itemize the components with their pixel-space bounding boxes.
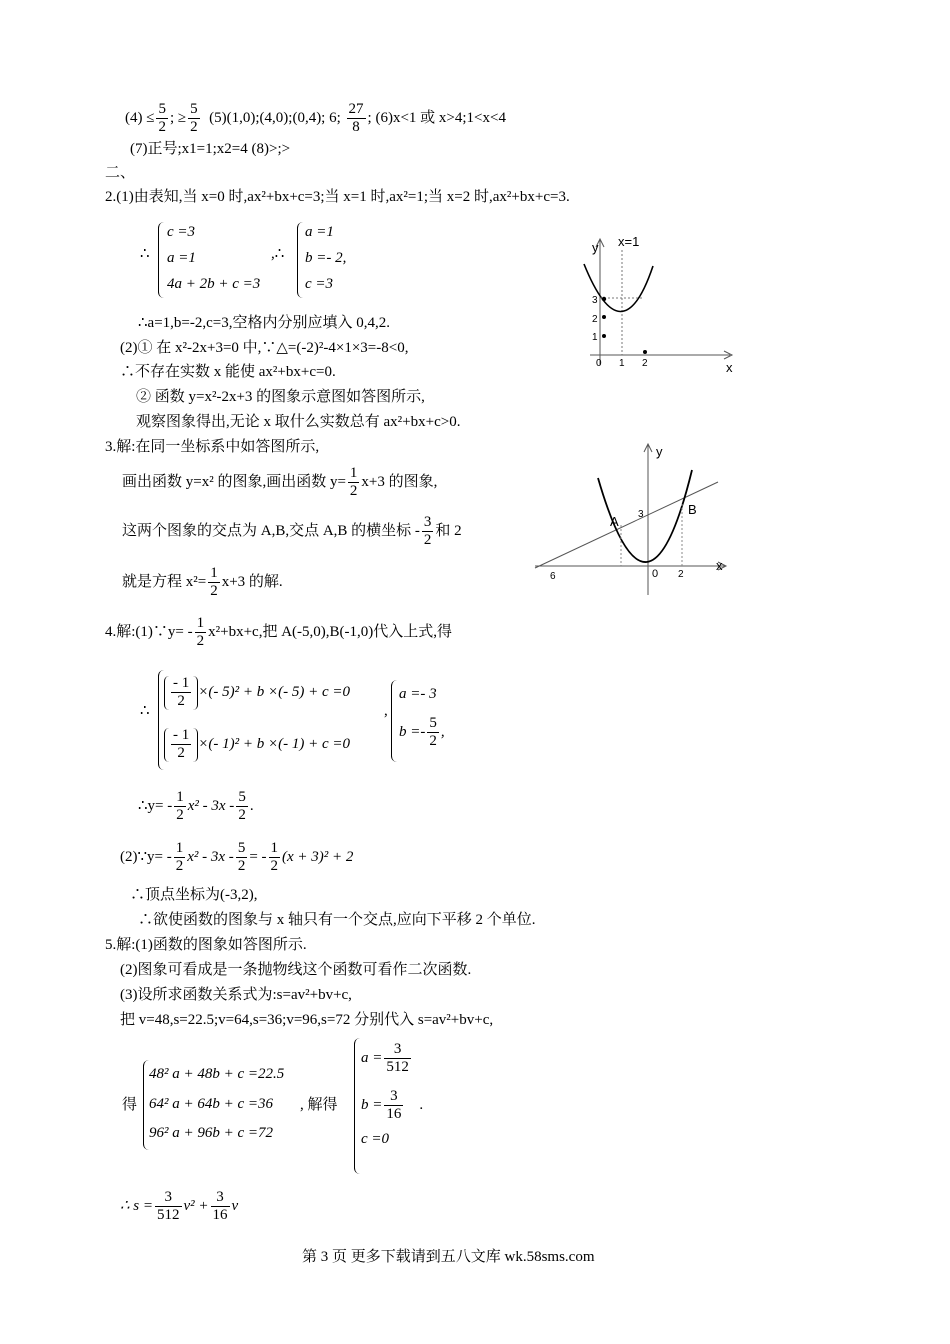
sys-a-line-1: c =3 <box>167 224 196 240</box>
sys-b-line-1: a =1 <box>305 224 334 240</box>
q4-sol-b: b =- $\frac{5}{2}$ , <box>399 715 445 750</box>
q3-line-1: 画出函数 y=x² 的图象,画出函数 y= $\frac{1}{2}$ x+3 的图象, <box>122 465 438 500</box>
graph1-xtick-1: 1 <box>619 358 625 369</box>
q5-sol-c: c =0 <box>361 1131 390 1147</box>
q5-intro: 5.解:(1)函数的图象如答图所示. <box>105 937 307 953</box>
q5-jiede: , 解得 <box>300 1097 338 1113</box>
brace-q5-solution <box>354 1038 361 1174</box>
fraction-5-2-q4: $\frac{5}{2}$ <box>429 715 437 750</box>
answer-line-4-6: (4) ≤ $\frac{5}{2}$ ; ≥ $\frac{5}{2}$ (5)(1,0);(4,0);(0,4); 6; $\frac{27}{8}$ ; (6)x<1 或 x>4;1<x<4 <box>125 101 506 136</box>
q4-sol-a: a =- 3 <box>399 686 437 702</box>
fraction-27-8: $\frac{27}{8}$ <box>348 101 364 136</box>
q3-intro: 3.解:在同一坐标系中如答图所示, <box>105 439 320 455</box>
q4-eq-2: $\frac{- 1}{2}$ ×(- 1)² + b ×(- 1) + c =0 <box>164 722 350 766</box>
therefore-sign-q4: ∴ <box>140 703 150 719</box>
graph2-tick-2: 2 <box>678 569 684 580</box>
q4-2-vertex-form: (2)∵y= - $\frac{1}{2}$ x² - 3x - $\frac{5}{2}$ = - $\frac{1}{2}$ (x + 3)² + 2 <box>120 840 354 875</box>
graph1-y-label: y <box>592 240 599 255</box>
graph1-ytick-1: 1 <box>592 332 598 343</box>
fraction-1-2-q3a: $\frac{1}{2}$ <box>349 465 358 500</box>
item-5-text: (5)(1,0);(4,0);(0,4); 6; <box>209 110 341 126</box>
graph1-ytick-3: 3 <box>592 295 598 306</box>
q2-2-line-2: ∴不存在实数 x 能使 ax²+bx+c=0. <box>120 364 336 380</box>
q4-eq-1: $\frac{- 1}{2}$ ×(- 5)² + b ×(- 5) + c =0 <box>164 670 350 714</box>
item-6-text: ; (6)x<1 或 x>4;1<x<4 <box>367 110 506 126</box>
q4-shift: ∴欲使函数的图象与 x 轴只有一个交点,应向下平移 2 个单位. <box>138 912 536 928</box>
q4-result: ∴y= - $\frac{1}{2}$ x² - 3x - $\frac{5}{2}$ . <box>138 789 254 824</box>
q2-2-line-3: ② 函数 y=x²-2x+3 的图象示意图如答图所示, <box>136 389 425 405</box>
fraction-1-2-q3b: $\frac{1}{2}$ <box>210 565 218 600</box>
fraction-minus1-2-b: $\frac{- 1}{2}$ <box>173 727 190 762</box>
q2-2-line-1: (2)① 在 x²-2x+3=0 中,∵△=(-2)²-4×1×3=-8<0, <box>120 340 409 356</box>
q5-eq-3: 96² a + 96b + c =72 <box>149 1125 274 1141</box>
graph2-tick-3: 3 <box>638 509 644 520</box>
q5-substitute: 把 v=48,s=22.5;v=64,s=36;v=96,s=72 分别代入 s=av²+bv+c, <box>120 1012 494 1028</box>
graph2-label-b: B <box>688 502 697 517</box>
q3-line-2: 这两个图象的交点为 A,B,交点 A,B 的横坐标 - $\frac{3}{2}$ 和 2 <box>122 514 462 549</box>
section-two-heading: 二、 <box>105 165 136 181</box>
sys-b-line-2: b =- 2, <box>305 250 347 266</box>
graph1-xtick-0: 0 <box>596 358 602 369</box>
q2-intro: 2.(1)由表知,当 x=0 时,ax²+bx+c=3;当 x=1 时,ax²=1;当 x=2 时,ax²+bx+c=3. <box>105 189 570 205</box>
graph2-tick-6: 6 <box>550 571 556 582</box>
le-sign: ≤ <box>146 110 155 126</box>
graph1-point-0-3 <box>602 297 606 301</box>
q4-vertex: ∴顶点坐标为(-3,2), <box>130 887 258 903</box>
fraction-3-2: $\frac{3}{2}$ <box>423 514 432 549</box>
q3-line-3: 就是方程 x²= $\frac{1}{2}$ x+3 的解. <box>122 565 283 600</box>
q5-result: ∴ s = $\frac{3}{512}$ v² + $\frac{3}{16}$ v <box>120 1189 239 1224</box>
graph1-point-x2 <box>643 350 647 354</box>
brace-b <box>297 222 304 298</box>
graph1-vline-label: x=1 <box>618 234 640 249</box>
item-4-label: (4) <box>125 110 143 126</box>
sys-a-line-3: 4a + 2b + c =3 <box>167 276 261 292</box>
graph1-point-1 <box>602 334 606 338</box>
fraction-minus1-2-a: $\frac{- 1}{2}$ <box>173 675 190 710</box>
page-footer: 第 3 页 更多下载请到五八文库 wk.58sms.com <box>302 1249 595 1265</box>
q5-eq-2: 64² a + 64b + c =36 <box>149 1096 274 1112</box>
fraction-5-2-b: $\frac{5}{2}$ <box>190 101 198 136</box>
graph2-line <box>535 482 718 568</box>
ge-sign: ≥ <box>177 110 187 126</box>
therefore-sign-b: ,∴ <box>271 246 285 262</box>
graph2-y-label: y <box>656 444 663 459</box>
q2-1-result: ∴a=1,b=-2,c=3,空格内分别应填入 0,4,2. <box>138 315 390 331</box>
graph-parabola-line-q3 <box>530 440 735 598</box>
sys-b-line-3: c =3 <box>305 276 334 292</box>
answer-line-7-8: (7)正号;x1=1;x2=4 (8)>;> <box>130 141 291 157</box>
q4-comma: , <box>384 703 388 719</box>
graph1-xtick-2: 2 <box>642 358 648 369</box>
q5-3: (3)设所求函数关系式为:s=av²+bv+c, <box>120 987 352 1003</box>
graph1-point-2 <box>602 315 606 319</box>
graph-parabola-q2 <box>580 230 740 375</box>
graph1-x-label: x <box>726 360 733 375</box>
fraction-1-2-q4: $\frac{1}{2}$ <box>196 615 205 650</box>
q2-2-line-4: 观察图象得出,无论 x 取什么实数总有 ax²+bx+c>0. <box>136 414 461 430</box>
q5-2: (2)图象可看成是一条抛物线这个函数可看作二次函数. <box>120 962 472 978</box>
graph2-label-a: A <box>610 514 619 529</box>
q5-de: 得 <box>122 1097 138 1113</box>
q5-sol-b: b = $\frac{3}{16}$ . <box>361 1088 424 1123</box>
graph2-x-label: x <box>716 558 723 573</box>
fraction-5-2-a: $\frac{5}{2}$ <box>158 101 166 136</box>
graph2-tick-0: 0 <box>652 568 659 580</box>
brace-a <box>158 222 165 298</box>
q5-eq-1: 48² a + 48b + c =22.5 <box>149 1066 285 1082</box>
brace-q4-solution <box>391 680 398 762</box>
therefore-sign-a: ∴ <box>140 246 150 262</box>
sys-a-line-2: a =1 <box>167 250 196 266</box>
q4-intro: 4.解:(1)∵y= - $\frac{1}{2}$ x²+bx+c,把 A(-5,0),B(-1,0)代入上式,得 <box>105 615 453 650</box>
q5-sol-a: a = $\frac{3}{512}$ <box>361 1041 409 1076</box>
graph1-ytick-2: 2 <box>592 314 598 325</box>
